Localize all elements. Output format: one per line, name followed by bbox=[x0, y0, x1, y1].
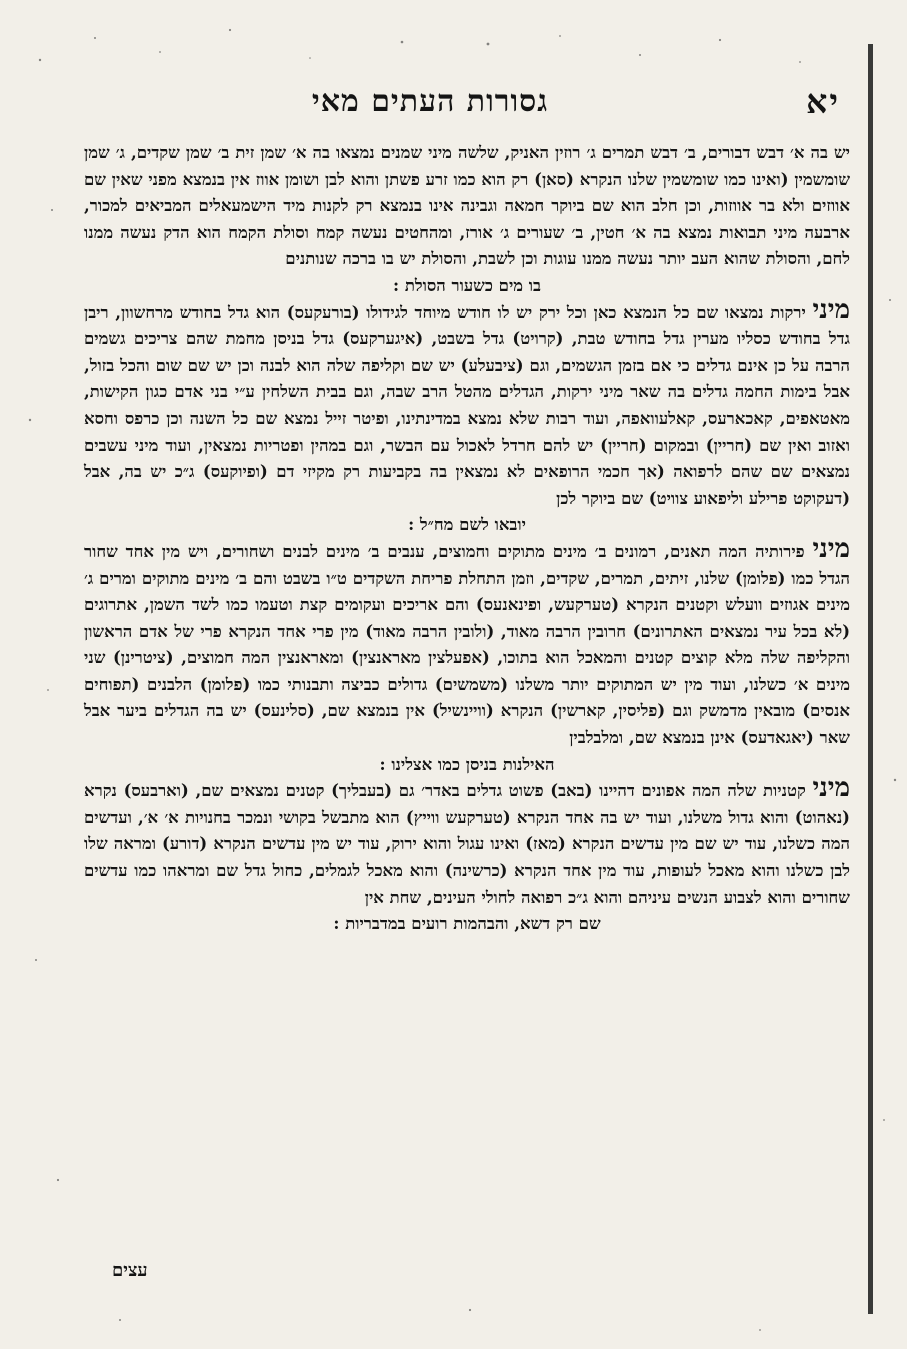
paragraph-text: פירותיה המה תאנים, רמונים ב׳ מינים מתוקים וחמוצים, ענבים ב׳ מינים לבנים ושחורים, ויש מין אחד שחור הגדל כמו (פלומן) שלנו, זיתים, תמרים, שקדים, וזמן התחלת פריחת השקדים ט״ו בשבט והם ב׳ מינים מתוקים ומרים ג׳ מינים אגוזים וועלש וקטנים הנקרא (טערקעש, ופינאנעס) והם אריכים ועקומים קצת וטעמו כמו לשד השמן, אתרוגים (לא בכל עיר נמצאים האתרונים) חרובין הרבה מאוד, (ולובין הרבה מאוד) מין פרי אחד הנקרא פרי של אדם הראשון והקליפה שלה מלא קוצים קטנים והמאכל הוא בתוכו, (אפעלצין מאראנצין) ומאראנצין המה חמוצים, (ציטרינן) שני מינים א׳ כשלנו, ועוד מין יש המתוקים יותר משלנו (משמשים) גדולים כביצה ותבנותי כמו (פלומן) הלבנים (תפוחים אנסים) מובאין מדמשק וגם (פליסין, קארשין) הנקרא (וויינשיל) אין בנמצא שם, (סלינעס) יש בה הגדלים ביער אבל שאר (יאגאדעס) אינן בנמצא שם, ומלבלבין bbox=[84, 541, 850, 748]
page-edge-rule bbox=[868, 44, 873, 1314]
paragraph-closing: שם רק דשא, והבהמות רועים במדבריות : bbox=[333, 914, 601, 934]
page-header bbox=[70, 82, 840, 126]
paragraph-fruits bbox=[84, 533, 850, 778]
running-title: גסורות העתים מאי bbox=[311, 84, 549, 119]
paragraph-vegetables bbox=[84, 294, 850, 539]
paragraph-legumes bbox=[84, 773, 850, 938]
paragraph-closing: יובאו לשם מח״ל : bbox=[408, 515, 526, 535]
paragraph-produce bbox=[84, 140, 850, 300]
paragraph-lead-word: מיני bbox=[812, 773, 850, 804]
paragraph-closing: בו מים כשעור הסולת : bbox=[393, 275, 541, 295]
paragraph-lead-word: מיני bbox=[812, 294, 850, 325]
paragraph-text: יש בה א׳ דבש דבורים, ב׳ דבש תמרים ג׳ רוזין האניק, שלשה מיני שמנים נמצאו בה א׳ שמן זית ב׳ שמן שקדים, ג׳ שמן שומשמין (ואינו כמו שומשמין שלנו הנקרא (סאן) רק הוא כמו זרע פשתן והוא לבן ושומן אווז אין בנמצא מפני שאין שם אווזים ולא בר אווזות, וכן חלב הוא שם ביוקר חמאה וגבינה אינו בנמצא רק לקנות מיד הישמעאלים המביאים למכור, ארבעה מיני תבואות נמצא בה א׳ חטין, ב׳ שעורים ג׳ אורז, ומהחטים נעשה קמח וסולת הקמח הוא הדק נעשה ממנו לחם, והסולת שהוא העב יותר נעשה ממנו עוגות וכן לשבת, והסולת יש בו ברכה שנותנים bbox=[84, 143, 850, 269]
paragraph-text: ירקות נמצאו שם כל הנמצא כאן וכל ירק יש לו חודש מיוחד לגידולו (בורעקעס) הוא גדל בחודש מרחשוון, ריבן גדל בחודש כסליו מערין גדל בחודש טבת, (קרויט) גדל בשבט, (איגערקעס) גדל בניסן מחמת שהם צריכים גשמים הרבה על כן אינם גדלים כי אם בזמן הגשמים, וגם (ציבעלע) יש שם וקליפה שלה הוא לבנה וכן יש שם שום והכל בזול, אבל בימות החמה גדלים בה שאר מיני ירקות, הגדלים מהטל הרב שבה, וגם בבית השלחין ע״י בני אדם כגון הקישות, מאטאפים, קאכארעס, קאלעוואפה, ועוד רבות שלא נמצא במדינתינו, ופיטר זייל נמצא שם כל השנה וכן כרפס וחסא ואזוב ואין שם (חריין) ובמקום (חריין) יש להם חרדל לאכול עם הבשר, וגם במהין ופטריות נמצאין, ועוד מיני עשבים נמצאים שם שהם לרפואה (אך חכמי הרופאים לא נמצאין בה בקביעות רק מקיזי דם (ופיוקעס) ג״כ יש בה, אבל (דעקוקט פרילע וליפאוע צוויט) שם ביוקר לכן bbox=[84, 302, 850, 508]
paragraph-closing: האילנות בניסן כמו אצלינו : bbox=[379, 754, 555, 774]
paragraph-lead-word: מיני bbox=[812, 533, 850, 564]
page-number: יא bbox=[806, 82, 840, 121]
catchword: עצים bbox=[112, 1260, 148, 1281]
paragraph-text: קטניות שלה המה אפונים דהיינו (באב) פשוט גדלים באדר׳ גם (בעבליך) קטנים נמצאים שם, (וארבעס) נקרא (נאהוט) והוא גדול משלנו, ועוד יש בה אחד הנקרא (טערקעש ווייץ) הוא מתבשל בקושי ונמכר בחנויות א׳ א׳, ועדשים המה כשלנו, עוד יש שם מין עדשים הנקרא (מאז) ואינו עגול והוא ירוק, עוד יש מין עדשים הנקרא (דורע) ומראה שלו לבן כשלנו והוא מאכל לעופות, עוד מין אחד הנקרא (כרשינה) והוא מאכל לגמלים, כחול גדל שם ומראהו כמו עדשים שחורים והוא לצבוע הנשים עיניהם והוא ג״כ רפואה לחולי העינים, שחת אין bbox=[84, 781, 850, 907]
body-text bbox=[84, 140, 850, 938]
